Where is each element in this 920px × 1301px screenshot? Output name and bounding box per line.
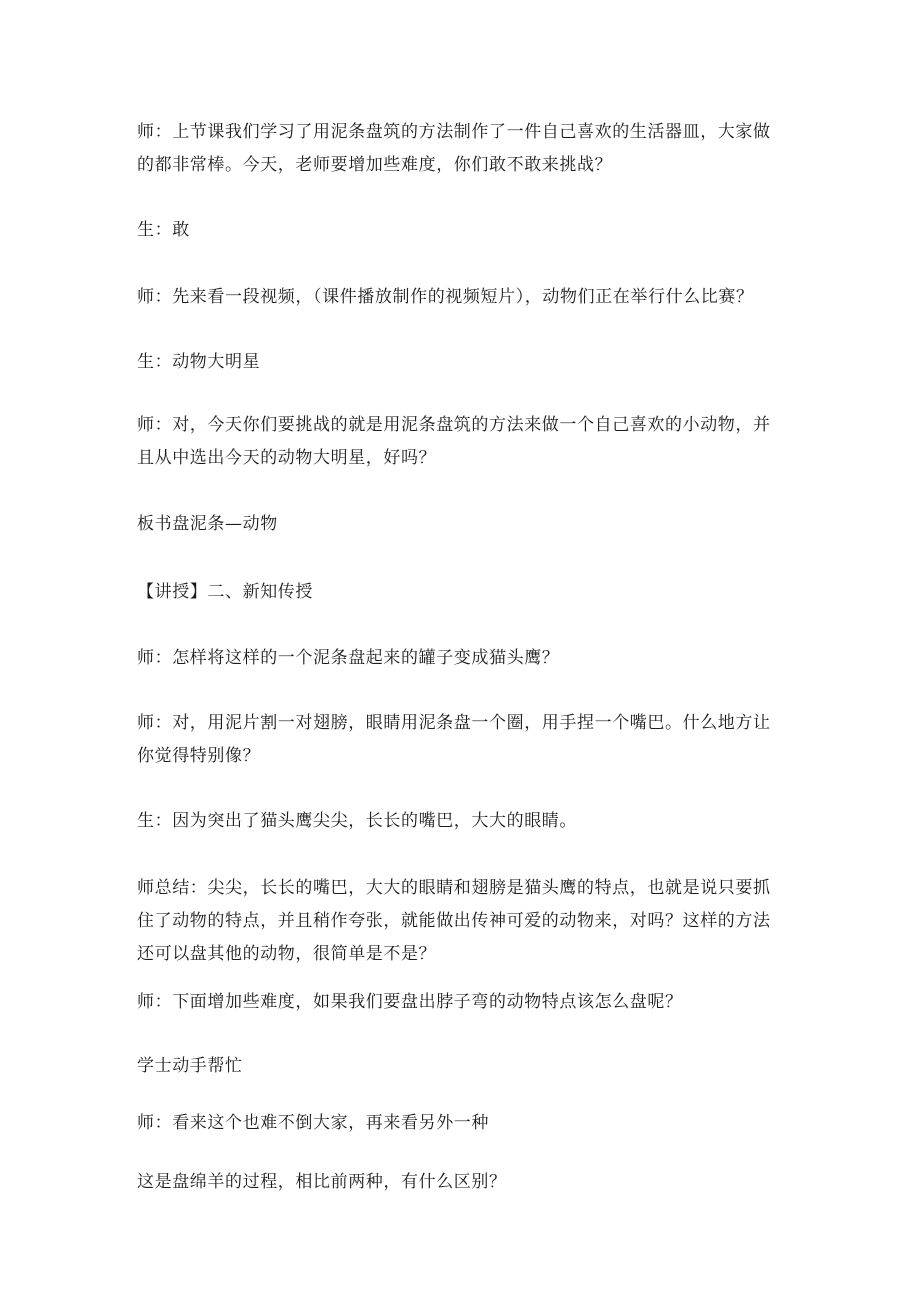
paragraph-teacher-another: 师：看来这个也难不倒大家，再来看另外一种 bbox=[137, 1113, 489, 1133]
paragraph-student-help: 学士动手帮忙 bbox=[137, 1056, 243, 1076]
paragraph-teacher-intro: 师：上节课我们学习了用泥条盘筑的方法制作了一件自己喜欢的生活器皿，大家做的都非常棒。今天，老师要增加些难度，你们敢不敢来挑战？ bbox=[137, 122, 771, 175]
paragraph-teacher-owl-question: 师：怎样将这样的一个泥条盘起来的罐子变成猫头鹰？ bbox=[137, 648, 560, 668]
paragraph-teacher-video: 师：先来看一段视频，（课件播放制作的视频短片），动物们正在举行什么比赛？ bbox=[137, 287, 754, 307]
section-heading-lecture: 【讲授】二、新知传授 bbox=[137, 582, 313, 602]
paragraph-student-reply-2: 生：动物大明星 bbox=[137, 352, 261, 372]
paragraph-teacher-challenge: 师：对，今天你们要挑战的就是用泥条盘筑的方法来做一个自己喜欢的小动物，并且从中选出今天的动物大明星，好吗？ bbox=[137, 415, 771, 468]
paragraph-teacher-neck-question: 师：下面增加些难度，如果我们要盘出脖子弯的动物特点该怎么盘呢？ bbox=[137, 992, 683, 1012]
paragraph-sheep-process: 这是盘绵羊的过程，相比前两种，有什么区别？ bbox=[137, 1172, 507, 1192]
paragraph-teacher-summary: 师总结：尖尖，长长的嘴巴，大大的眼睛和翅膀是猫头鹰的特点，也就是说只要抓住了动物的特点，并且稍作夸张，就能做出传神可爱的动物来，对吗？这样的方法还可以盘其他的动物，很简单是不是？ bbox=[137, 878, 771, 964]
paragraph-student-reply-1: 生：敢 bbox=[137, 220, 190, 240]
paragraph-teacher-owl-method: 师：对，用泥片割一对翅膀，眼睛用泥条盘一个圈，用手捏一个嘴巴。什么地方让你觉得特别像？ bbox=[137, 713, 771, 766]
paragraph-student-owl-answer: 生：因为突出了猫头鹰尖尖，长长的嘴巴，大大的眼睛。 bbox=[137, 811, 577, 831]
paragraph-board-note: 板书盘泥条—动物 bbox=[137, 514, 278, 534]
